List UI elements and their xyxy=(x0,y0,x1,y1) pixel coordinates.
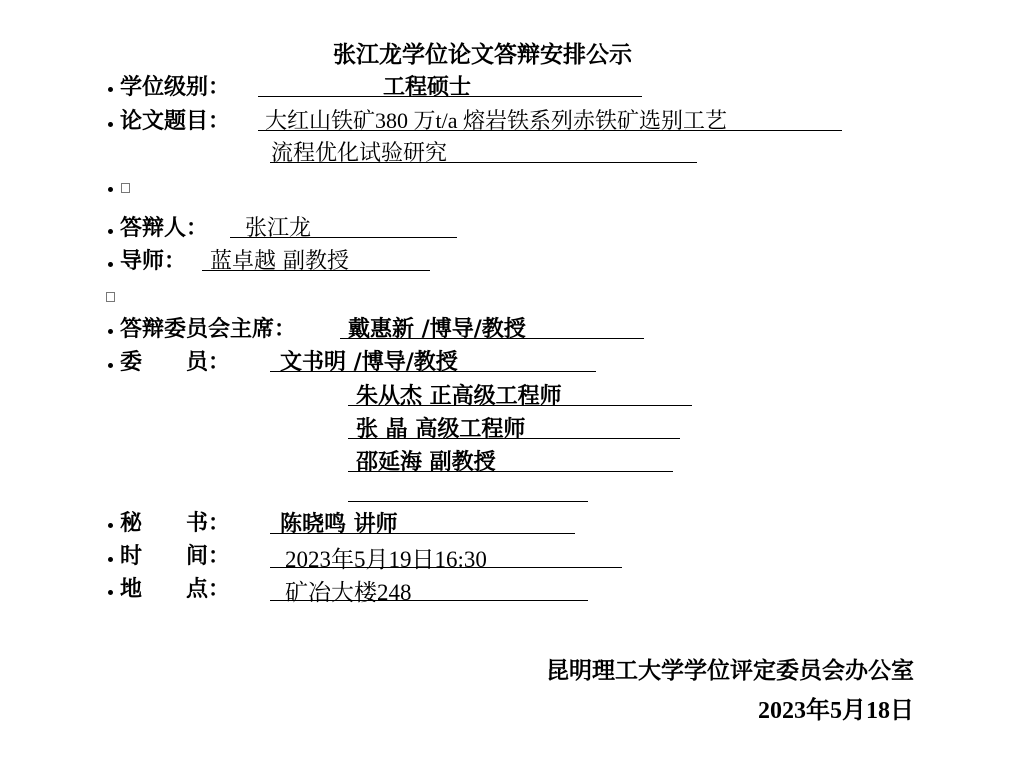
bullet xyxy=(108,229,113,234)
bullet xyxy=(108,329,113,334)
time-value: 2023年5月19日16:30 xyxy=(285,547,487,572)
footer-organization: 昆明理工大学学位评定委员会办公室 xyxy=(546,658,914,684)
bullet xyxy=(108,262,113,267)
place-label: 地 点： xyxy=(120,577,231,602)
bullet xyxy=(108,122,113,127)
member-1: 文书明 /博导/教授 xyxy=(280,350,458,375)
members-label: 委 员： xyxy=(120,350,231,375)
thesis-label: 论文题目： xyxy=(120,109,231,134)
candidate-label: 答辩人： xyxy=(120,216,209,241)
bullet xyxy=(108,87,113,92)
advisor-label: 导师： xyxy=(120,249,187,274)
placeholder-box-icon xyxy=(106,292,115,302)
degree-label: 学位级别： xyxy=(120,75,231,100)
secretary-value: 陈晓鸣 讲师 xyxy=(280,512,398,537)
placeholder-box-icon xyxy=(121,183,130,193)
bullet xyxy=(108,363,113,368)
footer-date: 2023年5月18日 xyxy=(758,698,914,724)
member-underline-5 xyxy=(348,501,588,502)
bullet xyxy=(108,557,113,562)
thesis-title-line1: 大红山铁矿380 万t/a 熔岩铁系列赤铁矿选别工艺 xyxy=(265,108,727,133)
bullet xyxy=(108,523,113,528)
chair-label: 答辩委员会主席： xyxy=(120,317,297,342)
page-title: 张江龙学位论文答辩安排公示 xyxy=(333,42,632,68)
secretary-label: 秘 书： xyxy=(120,511,231,536)
time-label: 时 间： xyxy=(120,544,231,569)
advisor-value: 蓝卓越 副教授 xyxy=(210,249,349,274)
place-value: 矿冶大楼248 xyxy=(285,580,412,605)
member-4: 邵延海 副教授 xyxy=(356,450,496,475)
member-2: 朱从杰 正高级工程师 xyxy=(356,384,562,409)
chair-value: 戴惠新 /博导/教授 xyxy=(348,317,526,342)
member-3: 张 晶 高级工程师 xyxy=(356,417,526,442)
thesis-title-line2: 流程优化试验研究 xyxy=(271,141,448,166)
degree-value: 工程硕士 xyxy=(383,75,472,100)
bullet xyxy=(108,187,113,192)
bullet xyxy=(108,590,113,595)
candidate-value: 张江龙 xyxy=(245,216,312,241)
